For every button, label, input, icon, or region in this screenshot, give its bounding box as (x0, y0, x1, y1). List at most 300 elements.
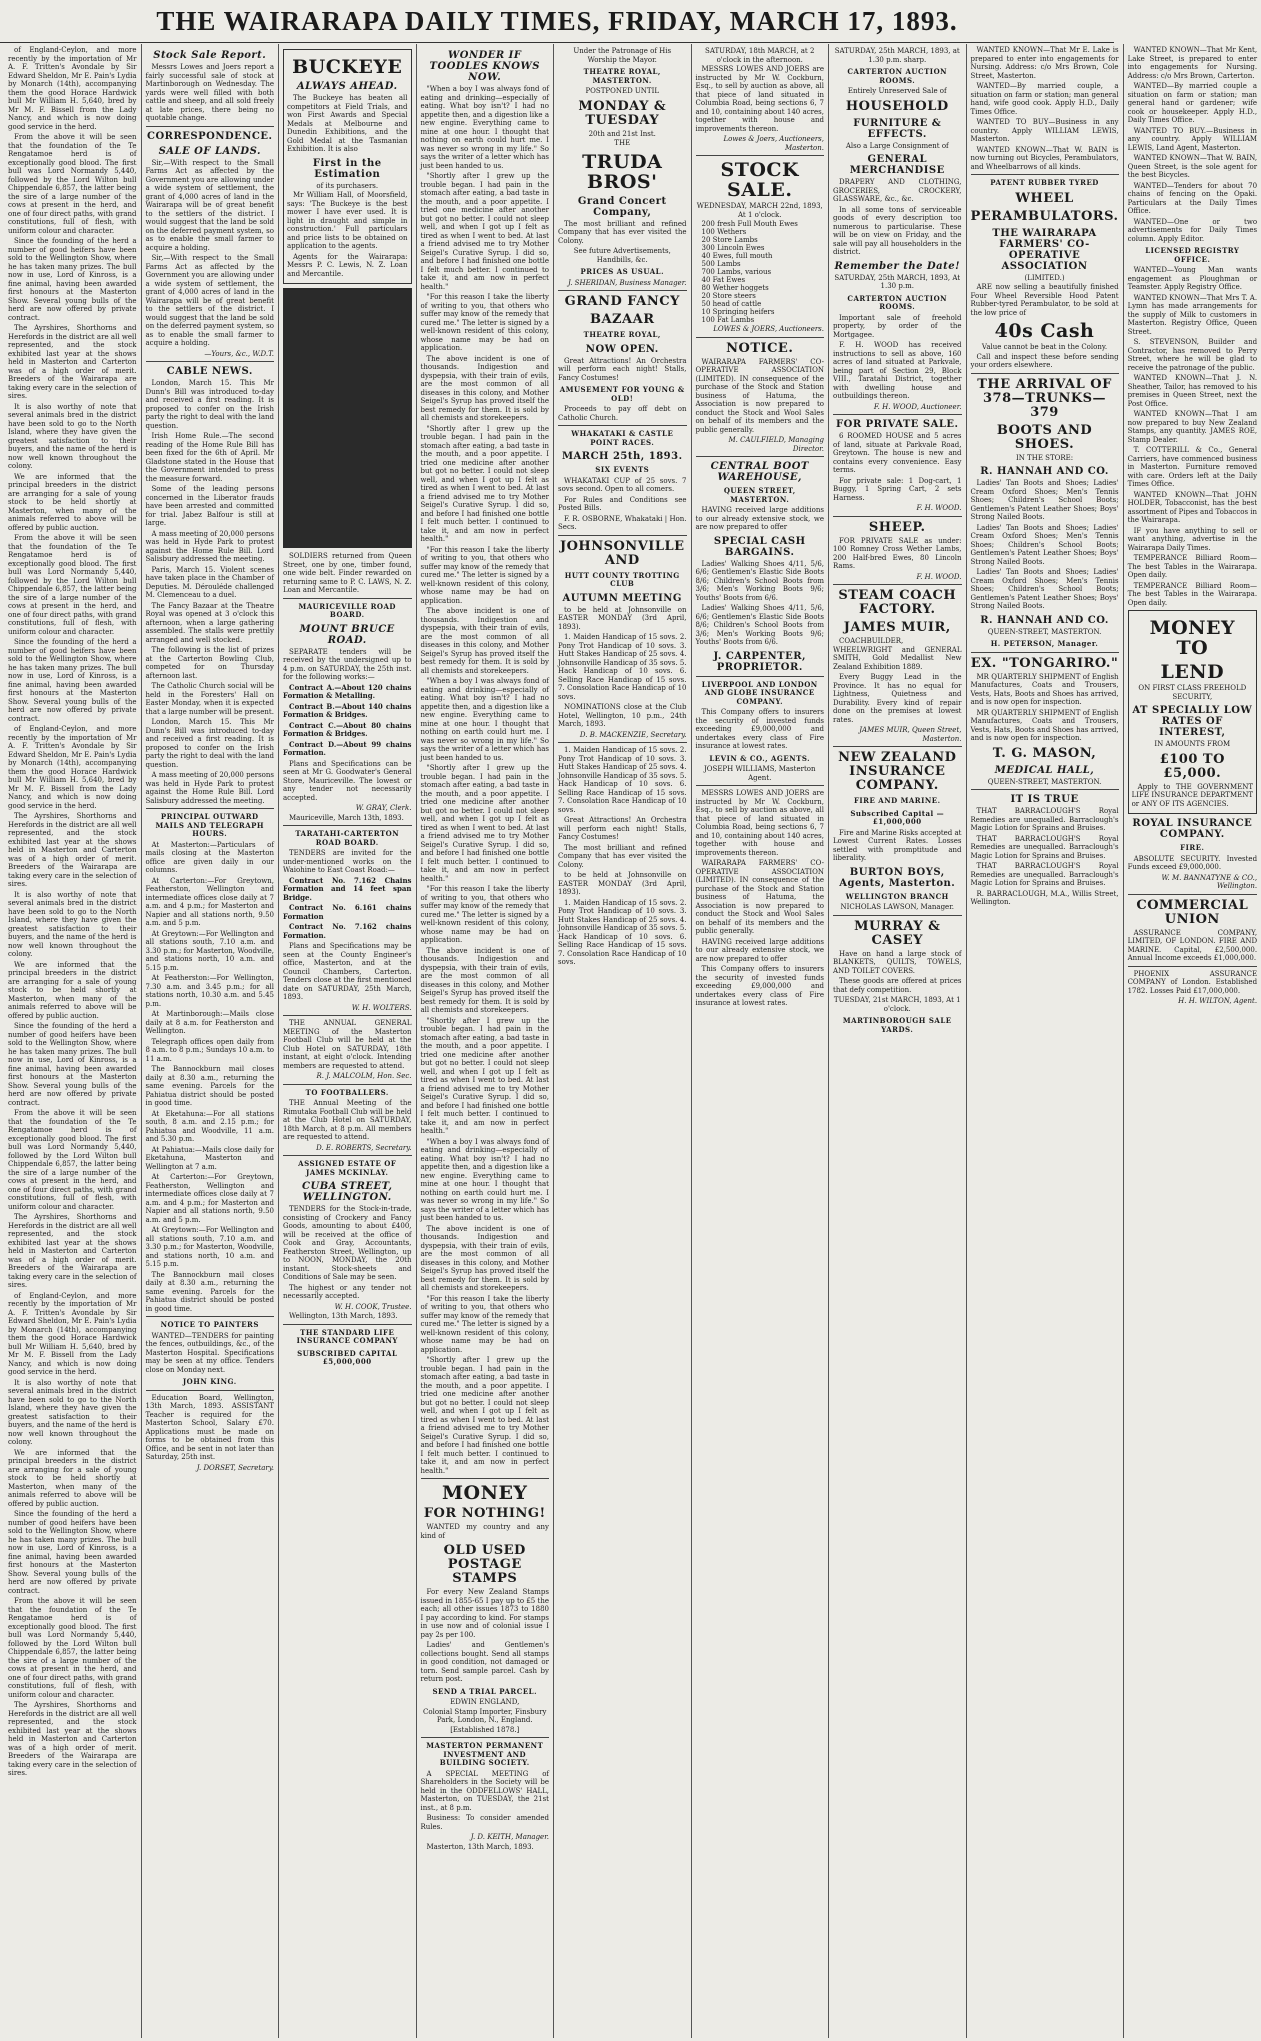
divider (971, 652, 1119, 653)
column-7 (829, 44, 967, 2038)
nz-insurance-text: Fire and Marine Risks accepted at Lowest Current Rates. Losses settled with promptitude and liberality. (833, 828, 962, 862)
money-subheading: FOR NOTHING! (423, 1506, 546, 1521)
toodles-text: The above incident is one of thousands. Indigestion and dyspepsia, with their train of evils, are the most common of all diseases in this colony, and Mother Seigel's Syrup has proved itself the best remedy for them. It is sold by all chemists and storekeepers. (420, 946, 549, 1014)
article-text: We are informed that the principal breeders in the district are arranging for a sale of young stock to be held shortly at Masterton, when many of the animals referred to above will be offered by public auction. (8, 1448, 137, 1508)
nz-insurance-sub: FIRE AND MARINE. (853, 796, 941, 805)
standard-life-heading: THE STANDARD LIFE INSURANCE COMPANY (296, 1327, 398, 1345)
boots-shoes-heading: BOOTS AND SHOES. (996, 422, 1093, 452)
contract-c: Contract C.—About 80 chains Formation & Bridges. (283, 720, 412, 738)
mauriceville-subheading: MOUNT BRUCE ROAD. (299, 623, 395, 646)
divider (283, 1084, 412, 1085)
divider (283, 825, 412, 826)
dark-print-block (283, 288, 412, 548)
buckeye-agents: Agents for the Wairarapa: Messrs P. C. Lewis, N. Z. Loan and Mercantile. (287, 252, 408, 278)
divider (971, 789, 1119, 790)
cable-item: The Catholic Church social will be held in the Foresters' Hall on Easter Monday, when it is expected that a large number will be present. (145, 682, 274, 716)
steam-coach-text2: Every Buggy Lead in the Province. It has no equal for Lightness, Quietness and Durability. Every kind of repair done on the premises at lowest rates. (833, 673, 962, 724)
liverpool-text: This Company offers to insurers the security of invested funds exceeding £9,000,000 and undertakes every class of Fire insurance at lowest rates. (695, 965, 824, 1007)
divider (696, 337, 825, 338)
land-text2: F. H. WOOD has received instructions to sell as above, 160 acres of land situated at Parkvale, being part of Section 29, Block VIII., Taratahi District, together with dwelling house and outbuildings thereon. (833, 341, 962, 400)
trunks-heading: THE ARRIVAL OF 378—TRUNKS—379 (977, 376, 1112, 420)
divider (1128, 894, 1258, 895)
notice-signature: M. CAULFIELD, Managing Director. (728, 436, 824, 453)
the-line: THE (614, 139, 631, 147)
mails-item: At Greytown:—For Wellington and all stations south, 7.10 a.m. and 3.30 p.m.; for Masterton, Woodville, and stations north, 10 a.m. and 5.15 p.m. (145, 929, 274, 972)
stamps-signature: EDWIN ENGLAND, (450, 1698, 520, 1706)
bazaar-text: Great Attractions! An Orchestra will perform each night! Stalls, Fancy Costumes! (558, 816, 687, 841)
article-text: From the above it will be seen that the foundation of the Te Rengatamoe herd is of exceptionally good blood. The first bull was Lord Normandy 5,440, followed by the Lord Wilton bull Chippendale 6,857, the latter being the sire of a large number of the cows at present in the herd, and one of four direct paths, with grand constitutions, full of flesh, with uniform colour and character. (8, 534, 137, 636)
bazaar-heading-2: BAZAAR (589, 312, 655, 327)
mauriceville-heading: MAURICEVILLE ROAD BOARD. (298, 601, 397, 619)
building-society-heading: MASTERTON PERMANENT INVESTMENT AND BUILDING SOCIETY. (426, 1741, 544, 1767)
central-boot-prices: Ladies' Walking Shoes 4/11, 5/6, 6/6; Gentlemen's Elastic Side Boots 8/6; Children's School Boots from 3/6; Men's Working Boots 9/6; Youths' Boots from 6/6. (695, 604, 824, 646)
wanted-ad: TEMPERANCE Billiard Room—The best Tables in the Wairarapa. Open daily. (1127, 554, 1258, 579)
cable-item: Some of the leading persons concerned in the Liberator frauds have been arrested and committed for trial. Jabez Balfour is still at large. (145, 485, 274, 527)
sheep-signature: F. H. WOOD. (916, 572, 962, 581)
wanted-ad: WANTED KNOWN—That W. BAIN is now turning out Bicycles, Perambulators, and Wheelbarrows of all kinds. (970, 145, 1119, 171)
buckeye-first: First in the Estimation (312, 157, 382, 180)
grand-concert: Grand Concert Company, (577, 195, 667, 218)
bank-heading: WELLINGTON BRANCH (845, 891, 949, 901)
columns (4, 44, 1258, 2038)
divider (421, 1737, 550, 1738)
stock-sale-date: WEDNESDAY, MARCH 22nd, 1893, At 1 o'clock. (696, 202, 823, 219)
nominations-signature: D. B. MACKENZIE, Secretary. (579, 730, 687, 739)
wanted-ad: WANTED KNOWN—That JOHN HOLDER, Tobacconist, has the best assortment of Pipes and Tobaccos in the Wairarapa. (1127, 490, 1258, 524)
murray-casey-text: Have on hand a large stock of BLANKETS, QUILTS, TOWELS, AND TOILET COVERS. (833, 949, 962, 975)
bazaar-text: Great Attractions! An Orchestra will perform each night! Stalls, Fancy Costumes! (558, 356, 687, 382)
registry-heading: LICENSED REGISTRY OFFICE. (1145, 246, 1240, 264)
mails-item: Telegraph offices open daily from 8 a.m. to 8 p.m.; Sundays 10 a.m. to 11 a.m. (145, 1037, 274, 1063)
cable-item: The Fancy Bazaar at the Theatre Royal was opened at 3 o'clock this afternoon, when a large gathering assembled. The stalls were prettily arranged and well stocked. (145, 601, 274, 644)
steam-coach-signature: JAMES MUIR, Queen Street, Masterton. (859, 726, 962, 743)
mason-heading: T. G. MASON, (992, 745, 1097, 761)
races-events: SIX EVENTS (595, 465, 650, 474)
royal-insurance-heading: ROYAL INSURANCE COMPANY. (1132, 818, 1253, 840)
stamps-send: SEND A TRIAL PARCEL. (432, 1686, 538, 1696)
estate-date: Wellington, 13th March, 1893. (289, 1312, 398, 1320)
events-list: 1. Maiden Handicap of 15 sovs. 2. Pony Trot Handicap of 10 sovs. 3. Hutt Stakes Handicap of 25 sovs. 4. Johnsonville Handicap of 35 sovs. 5. Hack Handicap of 10 sovs. 6. Selling Race Handicap of 15 sovs. 7. Consolation Race Handicap of 10 sovs. (558, 746, 687, 814)
farmers-limited: (LIMITED.) (1024, 273, 1065, 282)
mails-item: At Carterton:—For Greytown, Featherston, Wellington and intermediate offices close daily at 7 a.m. and 4 p.m.; for Masterton and Napier and all stations north, 9.50 a.m. and 5 p.m. (145, 876, 274, 927)
article-text: We are informed that the principal breeders in the district are arranging for a sale of young stock to be held shortly at Masterton, when many of the animals referred to above will be offered by public auction. (8, 472, 137, 532)
remember-line: Remember the Date! (834, 260, 961, 272)
tongariro-heading: EX. "TONGARIRO." (970, 655, 1119, 671)
true-text: THAT BARRACLOUGH'S Royal Remedies are unequalled. Barraclough's Magic Lotion for Sprains and Bruises. (970, 862, 1119, 887)
stock-item: 500 Lambs (701, 260, 741, 268)
wanted-ad: WANTED TO BUY—Business in any country. Apply WILLIAM LEWIS, Masterton. (970, 118, 1119, 143)
divider (283, 1155, 412, 1156)
merchandise-text: DRAPERY AND CLOTHING, GROCERIES, CROCKERY, GLASSWARE, &c., &c. (833, 178, 962, 203)
unreserved-line: Entirely Unreserved Sale of (847, 87, 947, 95)
prices-line: PRICES AS USUAL. (580, 267, 665, 276)
stamps-address: Colonial Stamp Importer, Finsbury Park, London, N., England. (423, 1707, 547, 1724)
toodles-text: "Shortly after I grew up the trouble began. I had pain in the stomach after eating, a bad taste in the mouth, and a poor appetite. I tried one medicine after another but got no better. I could not sleep well, and when I got up I felt as tired as when I went to bed. At last a friend advised me to try Mother Seigel's Curative Syrup. I did so, and before I had finished one bottle I felt much better. I continued to take it, and am now in perfect health." (420, 172, 549, 291)
notice-text: WAIRARAPA FARMERS' CO-OPERATIVE ASSOCIATION (LIMITED). IN consequence of the purchase of the Stock and Station business of Hatuma, the Association is now prepared to conduct the Stock and Wool Sales on behalf of its members and the public generally. (695, 859, 824, 935)
tongariro-text: MR QUARTERLY SHIPMENT of English Manufactures, Coats and Trousers, Vests, Hats, Boots and Shoes has arrived, and is now open for inspection. (970, 672, 1119, 706)
toodles-text: "For this reason I take the liberty of writing to you, that others who suffer may know of the remedy that cured me." The letter is signed by a well-known resident of this colony, whose name may be had on application. (420, 885, 549, 944)
central-boot-signature: J. CARPENTER, PROPRIETOR. (713, 650, 807, 673)
divider (696, 155, 825, 156)
true-heading: IT IS TRUE (1010, 794, 1079, 805)
notice-heading: NOTICE. (726, 340, 794, 356)
auction-text: MESSRS LOWES AND JOERS are instructed by Mr W. Cockburn, Esq., to sell by auction as above, all that piece of land situated in Columbia Road, being sections 6, 7 and 10, containing about 140 acres, together with house and improvements thereon. (695, 789, 824, 857)
mauriceville-date: Mauriceville, March 13th, 1893. (289, 813, 404, 822)
concert-dates-sub: 20th and 21st Inst. (588, 129, 656, 138)
hannah-heading-2: R. HANNAH AND CO. (980, 614, 1109, 626)
races-heading: WHAKATAKI & CASTLE POINT RACES. (571, 429, 674, 447)
true-text: THAT BARRACLOUGH'S Royal Remedies are unequalled. Barraclough's Magic Lotion for Sprains and Bruises. (970, 807, 1119, 832)
cable-item: A mass meeting of 20,000 persons was held in Hyde Park to protest against the Home Rule Bill. Lord Salisbury addressed the meeting. (145, 529, 274, 563)
general-merchandise-heading: GENERAL MERCHANDISE (849, 154, 945, 176)
toodles-heading: WONDER IF TOODLES KNOWS NOW. (429, 50, 540, 83)
buckeye-subheading: ALWAYS AHEAD. (296, 81, 398, 92)
medical-hall-heading: MEDICAL HALL, (994, 764, 1095, 776)
races-cup: WHAKATAKI CUP of 25 sovs. 7 sovs second. Open to all comers. (558, 476, 687, 493)
nominations-text: NOMINATIONS close at the Club Hotel, Wellington, 10 p.m., 24th March, 1893. (558, 703, 687, 728)
central-boot-text: HAVING received large additions to our already extensive stock, we are now prepared to offer (695, 506, 824, 531)
mails-item: At Pahiatua:—Mails close daily for Eketahuna, Masterton and Wellington at 7 a.m. (145, 1145, 274, 1171)
steam-coach-heading: STEAM COACH FACTORY. (838, 588, 957, 617)
concert-dates: MONDAY & TUESDAY (578, 98, 667, 128)
article-text: The Ayrshires, Shorthorns and Herefords in the district are all well represented, and the stock exhibited last year at the shows held in Masterton and Carterton was of a high order of merit. Breeders of the Wairarapa are taking every care in the selection of sires. (8, 1701, 137, 1777)
phoenix-text: PHOENIX ASSURANCE COMPANY of London. Established 1782. Losses Paid £17,000,000. (1127, 969, 1258, 995)
money-lend-rates: AT SPECIALLY LOW RATES OF INTEREST, (1132, 705, 1253, 738)
mauriceville-text: SEPARATE tenders will be received by the undersigned up to 4 p.m. on SATURDAY, the 25th inst. for the following works:— (283, 647, 412, 681)
mails-item: At Greytown:—For Wellington and all stations south, 7.10 a.m. and 3.30 p.m.; for Masterton, Woodville, and stations north, 10 a.m. and 5.15 p.m. (145, 1226, 274, 1268)
toodles-text: "When a boy I was always fond of eating and drinking—especially of eating. What boy isn't? I had no appetite then, and a digestion like a new engine. Everything came to mine at one hour. I thought that nothing on earth could hurt me. I was never so wrong in my life." So says the writer of a letter which has just been handed to us. (420, 85, 549, 170)
postponed-line: POSTPONED UNTIL (585, 87, 660, 95)
contract-a: Contract A.—About 120 chains Formation & Metalling. (283, 682, 412, 700)
money-text: WANTED my country and any kind of (420, 1523, 549, 1540)
article-text: Since the founding of the herd a number of good heifers have been sold to the Wellington Show, where he has taken many prizes. The bull now in use, Lord of Kinross, is a fine animal, having been awarded first honours at the Masterton Show. Several young bulls of the herd are now offered by private contract. (8, 1510, 137, 1595)
building-society-signature: J. D. KEITH, Manager. (470, 1833, 549, 1841)
wanted-ad: WANTED—One or two advertisements for Daily Times column. Apply Editor. (1127, 217, 1258, 243)
notice-painters-text: WANTED—TENDERS for painting the fences, outbuildings, &c., of the Masterton Hospital. Specifications may be seen at my office. Tenders close on Monday next. (145, 1331, 274, 1374)
article-text: The Ayrshires, Shorthorns and Herefords in the district are all well represented, and the stock exhibited last year at the shows held in Masterton and Carterton was of a high order of merit. Breeders of the Wairarapa are taking every care in the selection of sires. (8, 324, 137, 400)
peterson-line: H. PETERSON, Manager. (990, 639, 1099, 648)
royal-fire: FIRE. (1180, 843, 1205, 852)
buckeye-ad (283, 49, 412, 284)
inspect-text: Call and inspect these before sending your orders elsewhere. (970, 352, 1119, 369)
estate-signature: W. H. COOK, Trustee. (334, 1302, 412, 1311)
stock-item: 700 Lambs, various (701, 268, 772, 276)
footballers-text: THE Annual Meeting of the Rimutaka Football Club will be held at the Club Hotel on SATURDAY, 18th March, at 8 p.m. All members are requested to attend. (283, 1099, 412, 1141)
autumn-text: to be held at Johnsonville on EASTER MONDAY (3rd April, 1893). (558, 605, 687, 631)
estate-text: TENDERS for the Stock-in-trade, consisting of Crockery and Fancy Goods, amounting to about £400, will be received at the office of Cook and Gray, Accountants, Featherston Street, Wellington, up to NOON, MONDAY, the 20th instant. Stock-sheets and Conditions of Sale may be seen. (283, 1205, 412, 1281)
stock-item: 40 Ewes, full mouth (701, 252, 773, 260)
footballers-heading: TO FOOTBALLERS. (305, 1087, 389, 1097)
divider (696, 456, 825, 457)
races-signature: F. R. OSBORNE, Whakataki | Hon. Secs. (558, 514, 687, 531)
private-sale-text: 6 ROOMED HOUSE and 5 acres of land, situate at Parkvale Road, Greytown. The house is new and contains every convenience. Easy terms. (833, 432, 962, 474)
auction-signature: Lowes & Joers, Auctioneers, Masterton. (723, 135, 824, 152)
cable-news-heading: CABLE NEWS. (166, 366, 253, 377)
central-boot-address: QUEEN STREET, MASTERTON. (723, 486, 796, 504)
stock-list (696, 220, 825, 324)
wanted-ad: TEMPERANCE Billiard Room—The best Tables in the Wairarapa. Open daily. (1127, 581, 1258, 607)
wanted-ad: WANTED KNOWN—That Mr Kent, Lake Street, is prepared to enter into engagements for Nursing. Address: c/o Mrs Brown, Carterton. (1127, 46, 1258, 80)
divider (146, 361, 275, 362)
remember-date: SATURDAY, 25th MARCH, 1893, At 1.30 p.m. (834, 273, 961, 290)
martinborough-date: TUESDAY, 21st MARCH, 1893, At 1 o'clock. (833, 996, 961, 1013)
stock-item: 300 Lincoln Ewes (701, 244, 765, 252)
perambulators-heading: PERAMBULATORS. (970, 208, 1119, 224)
mason-address: QUEEN-STREET, MASTERTON. (987, 777, 1102, 786)
toodles-text: "For this reason I take the liberty of writing to you, that others who suffer may know of the remedy that cured me." The letter is signed by a well-known resident of this colony, whose name may be had on application. (420, 545, 549, 605)
merchandise-text2: In all some tons of serviceable goods of every description too numerous to particularise. These will be on view on Friday, and the sale will pay all householders in the district. (833, 205, 962, 256)
divider (833, 584, 962, 585)
correspondence-text: Sir,—With respect to the Small Farms Act as affected by the Government you are allowing under a wide system of settlement, the grant of 4,000 acres of land in the Wairarapa will be of great benefit to the settlers of the district. I would suggest that the land be sold on the deferred payment system, so as to enable the small farmer to acquire a holding. (145, 254, 274, 347)
concert-text: The most brilliant and refined Company that has ever visited the Colony. (558, 219, 687, 245)
see-line: See future Advertisements, Handbills, &c. (573, 247, 671, 264)
article-text: of England-Ceylon, and more recently by the importation of Mr A. F. Tritten's Avondale by Sir Edward Sheldon, Mr E. Pain's Lydia by Monarch (14th), accompanying them the good Horace Hardwick bull Mr William H. 5,640, bred by Mr M. F. Bissell from the Lady Nancy, and which is now doing good service in the herd. (8, 725, 137, 810)
boots-list: Ladies' Tan Boots and Shoes; Ladies' Cream Oxford Shoes; Men's Tennis Shoes; Children's School Boots; Gentlemen's Patent Leather Shoes; Boys' Strong Nailed Boots. (970, 523, 1119, 566)
murray-casey-heading: MURRAY & CASEY (854, 918, 941, 948)
article-text: It is also worthy of note that several animals bred in the district have been sold to go to the North Island, where they have given the greatest satisfaction to their buyers, and the name of the herd is now well known throughout the colony. (8, 402, 137, 470)
column-5 (554, 44, 692, 2038)
footballers-signature: D. E. ROBERTS, Secretary. (316, 1143, 412, 1152)
divider (146, 1316, 275, 1317)
auction-text: MESSRS LOWES AND JOERS are instructed by Mr W. Cockburn, Esq., to sell by auction as above, all that piece of land situated in Columbia Road, being sections 6, 7 and 10, containing about 140 acres, together with house and improvements thereon. (695, 65, 824, 133)
truda-bros-heading: TRUDA BROS' (582, 150, 663, 193)
bazaar-heading-1: GRAND FANCY (564, 294, 680, 309)
commercial-union-heading: COMMERCIAL UNION (1136, 897, 1249, 927)
money-to-lend-ad (1128, 610, 1258, 814)
stamps-text: For every New Zealand Stamps issued in 1855-65 I pay up to £5 the each; all other issues 1873 to 1880 I pay according to kind. For stamps in use now and of colonial issue I pay 2s per 100. (420, 1588, 549, 1639)
events-list: 1. Maiden Handicap of 15 sovs. 2. Pony Trot Handicap of 10 sovs. 3. Hutt Stakes Handicap of 25 sovs. 4. Johnsonville Handicap of 35 sovs. 5. Hack Handicap of 10 sovs. 6. Selling Race Handicap of 15 sovs. 7. Consolation Race Handicap of 10 sovs. (558, 633, 687, 701)
wanted-ad: S. STEVENSON, Builder and Contractor, has removed to Perry Street, where he will be glad to receive the patronage of the public. (1127, 338, 1258, 372)
buckeye-text2: Mr William Hall, of Moorsfield, says: 'The Buckeye is the best mower I have ever used. It is light in draught and simple in construction.' Full particulars and price lists to be obtained on application to the agents. (287, 191, 408, 250)
wanted-ad: WANTED—By married couple, a situation on farm or station; man general hand, wife good cook. Apply H.D., Daily Times Office. (970, 82, 1119, 116)
correspondence-heading: CORRESPONDENCE. (146, 130, 273, 142)
divider (283, 1015, 412, 1016)
liverpool-agent: JOSEPH WILLIAMS, Masterton Agent. (703, 765, 816, 782)
article-text: Since the founding of the herd a number of good heifers have been sold to the Wellington Show, where he has taken many prizes. The bull now in use, Lord of Kinross, is a fine animal, having been awarded first honours at the Masterton Show. Several young bulls of the herd are now offered by private contract. (8, 237, 137, 322)
divider (833, 746, 962, 747)
taratahi-contract: Contract No. 7.162 Chains Formation and 14 feet span Bridge. (283, 875, 412, 902)
farmers-association-heading: THE WAIRARAPA FARMERS' CO-OPERATIVE ASSOCIATION (992, 227, 1097, 272)
taratahi-signature: W. H. WOLTERS. (351, 1003, 412, 1012)
private-sale-text2: For private sale: 1 Dog-cart, 1 Buggy, 1 Spring Cart, 2 sets Harness. (833, 476, 962, 502)
divider (283, 1324, 412, 1325)
concert-text: The most brilliant and refined Company that has ever visited the Colony. (558, 843, 687, 869)
divider (558, 535, 687, 536)
auction-date: SATURDAY, 18th MARCH, at 2 o'clock in the afternoon. (705, 47, 815, 64)
mauriceville-signature: W. GRAY, Clerk. (355, 804, 412, 812)
amusement-line: AMUSEMENT FOR YOUNG & OLD! (559, 385, 685, 403)
steam-coach-text: COACHBUILDER, WHEELWRIGHT and GENERAL SMITH, Gold Medallist New Zealand Exhibition 1889. (833, 637, 962, 671)
lend-heading: LEND (1160, 661, 1225, 683)
mails-item: At Martinborough:—Mails close daily at 8 a.m. for Featherston and Wellington. (145, 1010, 274, 1035)
concert-signature: J. SHERIDAN, Business Manager. (567, 278, 687, 287)
bazaar-open: NOW OPEN. (585, 343, 659, 355)
stock-sale-signature: LOWES & JOERS, Auctioneers. (713, 325, 824, 333)
divider (833, 915, 962, 916)
stamps-text2: Ladies' and Gentlemen's collections bought. Send all stamps in good condition, not damaged or torn. Send sample parcel. Cash by return post. (420, 1641, 549, 1683)
stock-item: 80 Wether hoggets (701, 284, 769, 292)
cable-item: Paris, March 15. Violent scenes have taken place in the Chamber of Deputies. M. Dérouléde challenged M. Clemenceau to a duel. (145, 565, 274, 599)
article-text: We are informed that the principal breeders in the district are arranging for a sale of young stock to be held shortly at Masterton, when many of the animals referred to above will be offered by public auction. (8, 960, 137, 1020)
carterton-rooms-2: CARTERTON AUCTION ROOMS. (847, 293, 948, 311)
newspaper-title: THE WAIRARAPA DAILY TIMES, FRIDAY, MARCH 17, 1893. (156, 6, 958, 36)
also-line: Also a Large Consignment of (845, 141, 949, 150)
column-4 (417, 44, 555, 2038)
correspondence-signature: —Yours, &c., W.D.T. (204, 349, 274, 358)
royal-insurance-signature: W. M. BANNATYNE & CO., Wellington. (1161, 873, 1258, 890)
stock-item: 40 Fat Ewes (701, 276, 746, 284)
farmers-text2: Value cannot be beat in the Colony. (981, 343, 1108, 351)
hannah-heading: R. HANNAH AND CO. (980, 466, 1109, 477)
autumn-meeting-heading: AUTUMN MEETING (562, 592, 682, 604)
stock-sale-heading: STOCK SALE. (720, 159, 800, 201)
divider (558, 425, 687, 426)
patent-heading: PATENT RUBBER TYRED (990, 178, 1099, 187)
estate-subheading: CUBA STREET, WELLINGTON. (302, 1181, 393, 1203)
mails-item: At Masterton:—Particulars of mails closing at the Masterton office are given daily in our columns. (145, 840, 274, 874)
article-text: From the above it will be seen that the foundation of the Te Rengatamoe herd is of exceptionally good blood. The first bull was Lord Normandy 5,440, followed by the Lord Wilton bull Chippendale 6,857, the latter being the sire of a large number of the cows at present in the herd, and one of four direct paths, with grand constitutions, full of flesh, with uniform colour and character. (8, 133, 137, 235)
buckeye-of: of its purchasers. (316, 181, 379, 190)
perambulator-price: 40s Cash (994, 320, 1095, 342)
true-text: THAT BARRACLOUGH'S Royal Remedies are unequalled. Barraclough's Magic Lotion for Sprains and Bruises. (970, 834, 1119, 860)
true-signature: R. BARRACLOUGH, M.A., Willis Street, Wellington. (970, 889, 1119, 906)
mails-item: At Eketahuna:—For all stations south, 8 a.m. and 2.15 p.m.; for Pahiatua and Woodville, 11 a.m. and 5.30 p.m. (145, 1109, 274, 1143)
toodles-text: "Shortly after I grew up the trouble began. I had pain in the stomach after eating, a bad taste in the mouth, and a poor appetite. I tried one medicine after another but got no better. I could not sleep well, and when I got up I felt as tired as when I went to bed. At last a friend advised me to try Mother Seigel's Curative Syrup. I did so, and before I had finished one bottle I felt much better. I continued to take it, and am now in perfect health." (420, 1356, 549, 1475)
divider (696, 676, 825, 677)
divider (146, 808, 275, 809)
boots-list: Ladies' Tan Boots and Shoes; Ladies' Cream Oxford Shoes; Men's Tennis Shoes; Children's School Boots; Gentlemen's Patent Leather Shoes; Boys' Strong Nailed Boots. (970, 568, 1119, 610)
toodles-text: "For this reason I take the liberty of writing to you, that others who suffer may know of the remedy that cured me." The letter is signed by a well-known resident of this colony, whose name may be had on application. (420, 1294, 549, 1354)
estate-heading: ASSIGNED ESTATE OF JAMES MCKINLAY. (298, 1159, 397, 1177)
wanted-ad: WANTED—Young Man wants engagement as Ploughman or Teamster. Apply Registry Office. (1127, 266, 1258, 291)
column-8 (967, 44, 1124, 2038)
races-date: MARCH 25th, 1893. (561, 451, 683, 462)
toodles-text: "Shortly after I grew up the trouble began. I had pain in the stomach after eating, a bad taste in the mouth, and a poor appetite. I tried one medicine after another but got no better. I could not sleep well, and when I got up I felt as tired as when I went to bed. At last a friend advised me to try Mother Seigel's Curative Syrup. I did so, and before I had finished one bottle I felt much better. I continued to take it, and am now in perfect health." (420, 764, 549, 883)
toodles-text: "Shortly after I grew up the trouble began. I had pain in the stomach after eating, a bad taste in the mouth, and a poor appetite. I tried one medicine after another but got no better. I could not sleep well, and when I got up I felt as tired as when I went to bed. At last a friend advised me to try Mother Seigel's Curative Syrup. I did so, and before I had finished one bottle I felt much better. I continued to take it, and am now in perfect health." (420, 424, 549, 543)
cable-item: London, March 15. This Mr Dunn's Bill was introduced to-day and received a first reading. It is proposed to confer on the Irish party the right to deal with the land question. (145, 718, 274, 769)
wanted-ad: WANTED—By married couple a situation on farm or station; man general hand or gardener; wife cook or housekeeper. Apply H.D., Daily Times Office. (1127, 82, 1258, 124)
standard-life-capital: SUBSCRIBED CAPITAL £5,000,000 (297, 1348, 398, 1366)
article-text: It is also worthy of note that several animals bred in the district have been sold to go to the North Island, where they have given the greatest satisfaction to their buyers, and the name of the herd is now well known throughout the colony. (8, 1378, 137, 1446)
theatre-heading: THEATRE ROYAL, MASTERTON. (583, 67, 661, 85)
autumn-text: to be held at Johnsonville on EASTER MONDAY (3rd April, 1893). (558, 871, 687, 896)
central-boot-heading: CENTRAL BOOT WAREHOUSE, (710, 461, 809, 483)
column-6 (692, 44, 830, 2038)
football-meeting-signature: R. J. MALCOLM, Hon. Sec. (316, 1072, 412, 1080)
notice-text: WAIRARAPA FARMERS' CO-OPERATIVE ASSOCIATION (LIMITED). IN consequence of the purchase of the Stock and Station business of Hatuma, the Association is now prepared to conduct the Stock and Wool Sales on behalf of its members and the public generally. (695, 357, 824, 434)
toodles-text: "Shortly after I grew up the trouble began. I had pain in the stomach after eating, a bad taste in the mouth, and a poor appetite. I tried one medicine after another but got no better. I could not sleep well, and when I got up I felt as tired as when I went to bed. At last a friend advised me to try Mother Seigel's Curative Syrup. I did so, and before I had finished one bottle I felt much better. I continued to take it, and am now in perfect health." (420, 1016, 549, 1135)
sheep-text: FOR PRIVATE SALE as under: 100 Romney Cross Wether Lambs, 200 Half-bred Ewes, 80 Lincoln Rams. (833, 536, 962, 570)
article-text: It is also worthy of note that several animals bred in the district have been sold to go to the North Island, where they have given the greatest satisfaction to their buyers, and the name of the herd is now well known throughout the colony. (8, 890, 137, 958)
land-text: Important sale of freehold property, by order of the Mortgagee. (833, 313, 962, 339)
school-notice-signature: J. DORSET, Secretary. (196, 1463, 274, 1472)
building-society-text: A SPECIAL MEETING of Shareholders in the Society will be held in the ODDFELLOWS' HALL, Masterton, on TUESDAY, the 21st inst., at 8 p.m. (420, 1769, 549, 1812)
toodles-text: "When a boy I was always fond of eating and drinking—especially of eating. What boy isn't? I had no appetite then, and a digestion like a new engine. Everything came to mine at one hour. I thought that nothing on earth could hurt me. I was never so wrong in my life." So says the writer of a letter which has just been handed to us. (420, 1137, 549, 1222)
stamps-established: [Established 1878.] (450, 1725, 520, 1734)
taratahi-text2: Plans and Specifications may be seen at the County Engineer's office, Masterton, and at the Council Chambers, Carterton. Tenders close at the first mentioned date on SATURDAY, 25th March, 1893. (283, 942, 412, 1001)
taratahi-contract: Contract No. 6.161 chains Formation (283, 903, 412, 921)
martinborough-yards: MARTINBOROUGH SALE YARDS. (842, 1016, 952, 1034)
contract-b: Contract B.—About 140 chains Formation & Bridges. (283, 701, 412, 719)
toodles-text: "When a boy I was always fond of eating and drinking—especially of eating. What boy isn't? I had no appetite then, and a digestion like a new engine. Everything came to mine at one hour. I thought that nothing on earth could hurt me. I was never so wrong in my life." So says the writer of a letter which has just been handed to us. (420, 677, 549, 762)
stock-item: 100 Wethers (701, 228, 747, 236)
divider (971, 373, 1119, 374)
murray-casey-text2: These goods are offered at prices that defy competition. (833, 977, 962, 994)
divider (1128, 966, 1258, 967)
divider (558, 290, 687, 291)
wanted-ad: WANTED—Tenders for about 70 chains of fencing on the Opaki. Particulars at the Daily Times Office. (1127, 181, 1258, 215)
mauriceville-text2: Plans and Specifications can be seen at Mr G. Goodwater's General Store, Mauriceville. The lowest or any tender not necessarily accepted. (283, 759, 412, 802)
money-lend-apply: Apply to THE GOVERNMENT LIFE INSURANCE DEPARTMENT or ANY OF ITS AGENCIES. (1131, 782, 1254, 808)
money-lend-heading: MONEY TO (1149, 617, 1236, 659)
taratahi-text: TENDERS are invited for the under-mentioned works on the Waiohine to East Coast Road:— (283, 849, 412, 874)
commercial-union-text: ASSURANCE COMPANY, LIMITED, OF LONDON. FIRE AND MARINE. Capital, £2,500,000. Annual Income exceeds £1,000,000. (1127, 928, 1258, 962)
divider (421, 1478, 550, 1479)
mails-item: The Bannockburn mail closes daily at 8.30 a.m., returning the same evening. Parcels for the Pahiatua district should be posted in good time. (145, 1270, 274, 1313)
cable-item: London, March 15. This Mr Dunn's Bill was introduced to-day and received a first reading. It is proposed to confer on the Irish party the right to deal with the land question. (145, 379, 274, 430)
divider (833, 516, 962, 517)
wanted-ad: WANTED KNOWN—That W. BAIN, Queen Street, is the sole agent for the best Bicycles. (1127, 154, 1258, 179)
nz-insurance-agents: BURTON BOYS, Agents, Masterton. (839, 866, 956, 889)
contract-d: Contract D.—About 99 chains Formation. (283, 739, 412, 757)
bazaar-text2: Proceeds to pay off debt on Catholic Church. (558, 405, 687, 422)
article-text: The Ayrshires, Shorthorns and Herefords in the district are all well represented, and the stock exhibited last year at the shows held in Masterton and Carterton was of a high order of merit. Breeders of the Wairarapa are taking every care in the selection of sires. (8, 812, 137, 888)
article-text: of England-Ceylon, and more recently by the importation of Mr A. F. Tritten's Avondale by Sir Edward Sheldon, Mr E. Pain's Lydia by Monarch (14th), accompanying them the good Horace Hardwick bull Mr William H. 5,640, bred by Mr M. F. Bissell from the Lady Nancy, and which is now doing good service in the herd. (8, 46, 137, 131)
money-lend-amounts: IN AMOUNTS FROM (1154, 740, 1231, 748)
toodles-text: The above incident is one of thousands. Indigestion and dyspepsia, with their train of evils, are the most common of all diseases in this colony, and Mother Seigel's Syrup has proved itself the best remedy for them. It is sold by all chemists and storekeepers. (420, 1224, 549, 1292)
bank-manager: NICHOLAS LAWSON, Manager. (840, 903, 955, 911)
column-9 (1124, 44, 1261, 2038)
private-sale-heading: FOR PRIVATE SALE. (836, 419, 959, 430)
trotting-club-heading: HUTT COUNTY TROTTING CLUB (564, 570, 680, 588)
stock-sale-heading: Stock Sale Report. (153, 50, 267, 61)
football-meeting-text: THE ANNUAL GENERAL MEETING of the Masterton Football Club will be held at the Club Hotel on SATURDAY, 18th instant, at eight o'clock. Intending members are requested to attend. (283, 1019, 412, 1070)
private-sale-signature: F. H. WOOD. (916, 504, 962, 512)
taratahi-contract: Contract No. 7.162 chains Formation. (283, 922, 412, 940)
cable-item: Irish Home Rule.—The second reading of the Home Rule Bill has been fixed for the 6th of April. Mr Gladstone stated in the House that the Government intended to press the measure forward. (145, 432, 274, 483)
divider (146, 126, 275, 127)
toodles-text: "For this reason I take the liberty of writing to you, that others who suffer may know of the remedy that cured me." The letter is signed by a well-known resident of this colony, whose name may be had on application. (420, 293, 549, 352)
divider (558, 742, 687, 743)
divider (696, 785, 825, 786)
money-lend-text: ON FIRST CLASS FREEHOLD SECURITY, (1138, 684, 1247, 701)
wanted-ad: T. COTTERILL & Co., General Carriers, have commenced business in Masterton. Furniture removed with care. Orders left at the Daily Times Office. (1127, 446, 1258, 488)
stock-item: 20 Store steers (701, 292, 756, 300)
money-lend-range: £100 TO £5,000. (1159, 751, 1225, 781)
mails-item: At Carterton:—For Greytown, Featherston, Wellington and intermediate offices close daily at 7 a.m. and 4 p.m.; for Masterton and Napier and all stations north, 9.50 a.m. and 5 p.m. (145, 1173, 274, 1224)
boots-list: Ladies' Tan Boots and Shoes; Ladies' Cream Oxford Shoes; Men's Tennis Shoes; Children's School Boots; Gentlemen's Patent Leather Shoes; Boys' Strong Nailed Boots. (970, 479, 1119, 521)
taratahi-heading: TARATAHI-CARTERTON ROAD BOARD. (295, 829, 400, 847)
stock-item: 100 Fat Lambs (701, 316, 755, 324)
article-text: The Ayrshires, Shorthorns and Herefords in the district are all well represented, and the stock exhibited last year at the shows held in Masterton and Carterton was of a high order of merit. Breeders of the Wairarapa are taking every care in the selection of sires. (8, 1213, 137, 1289)
nz-insurance-heading: NEW ZEALAND INSURANCE COMPANY. (838, 750, 957, 793)
article-text: From the above it will be seen that the foundation of the Te Rengatamoe herd is of exceptionally good blood. The first bull was Lord Normandy 5,440, followed by the Lord Wilton bull Chippendale 6,857, the latter being the sire of a large number of the cows at present in the herd, and one of four direct paths, with grand constitutions, full of flesh, with uniform colour and character. (8, 1597, 137, 1699)
nz-insurance-capital: Subscribed Capital — £1,000,000 (850, 808, 945, 826)
mails-item: At Featherston:—For Wellington, 7.30 a.m. and 3.45 p.m.; for all stations north, 10.30 a.m. and 5.45 p.m. (145, 974, 274, 1008)
farmers-text: ARE now selling a beautifully finished Four Wheel Reversible Hood Patent Rubber-tyred Perambulator, to be sold at the low price of (970, 283, 1119, 317)
lost-notice: SOLDIERS returned from Queen Street, one by one, timber found, one wide belt. Finder rewarded on returning same to P. C. LAWS, N. Z. Loan and Mercantile. (283, 552, 412, 594)
wanted-ad: WANTED TO BUY.—Business in any country. Apply WILLIAM LEWIS, Land Agent, Masterton. (1127, 126, 1258, 152)
phoenix-signature: H. H. WILTON, Agent. (1178, 997, 1258, 1005)
divider (971, 174, 1119, 175)
mails-heading: PRINCIPAL OUTWARD MAILS AND TELEGRAPH HOURS. (155, 812, 265, 838)
queen-street-line: QUEEN-STREET, MASTERTON. (987, 627, 1102, 636)
estate-text2: The highest or any tender not necessarily accepted. (283, 1283, 412, 1300)
toodles-text: The above incident is one of thousands. Indigestion and dyspepsia, with their train of evils, are the most common of all diseases in this colony, and Mother Seigel's Syrup has proved itself the best remedy for them. It is sold by all chemists and storekeepers. (420, 354, 549, 422)
article-text: of England-Ceylon, and more recently by the importation of Mr A. F. Tritten's Avondale by Sir Edward Sheldon, Mr E. Pain's Lydia by Monarch (14th), accompanying them the good Horace Hardwick bull Mr William H. 5,640, bred by Mr M. F. Bissell from the Lady Nancy, and which is now doing good service in the herd. (8, 1291, 137, 1376)
stamps-heading: OLD USED POSTAGE STAMPS (443, 1543, 526, 1586)
masthead (0, 0, 1114, 43)
